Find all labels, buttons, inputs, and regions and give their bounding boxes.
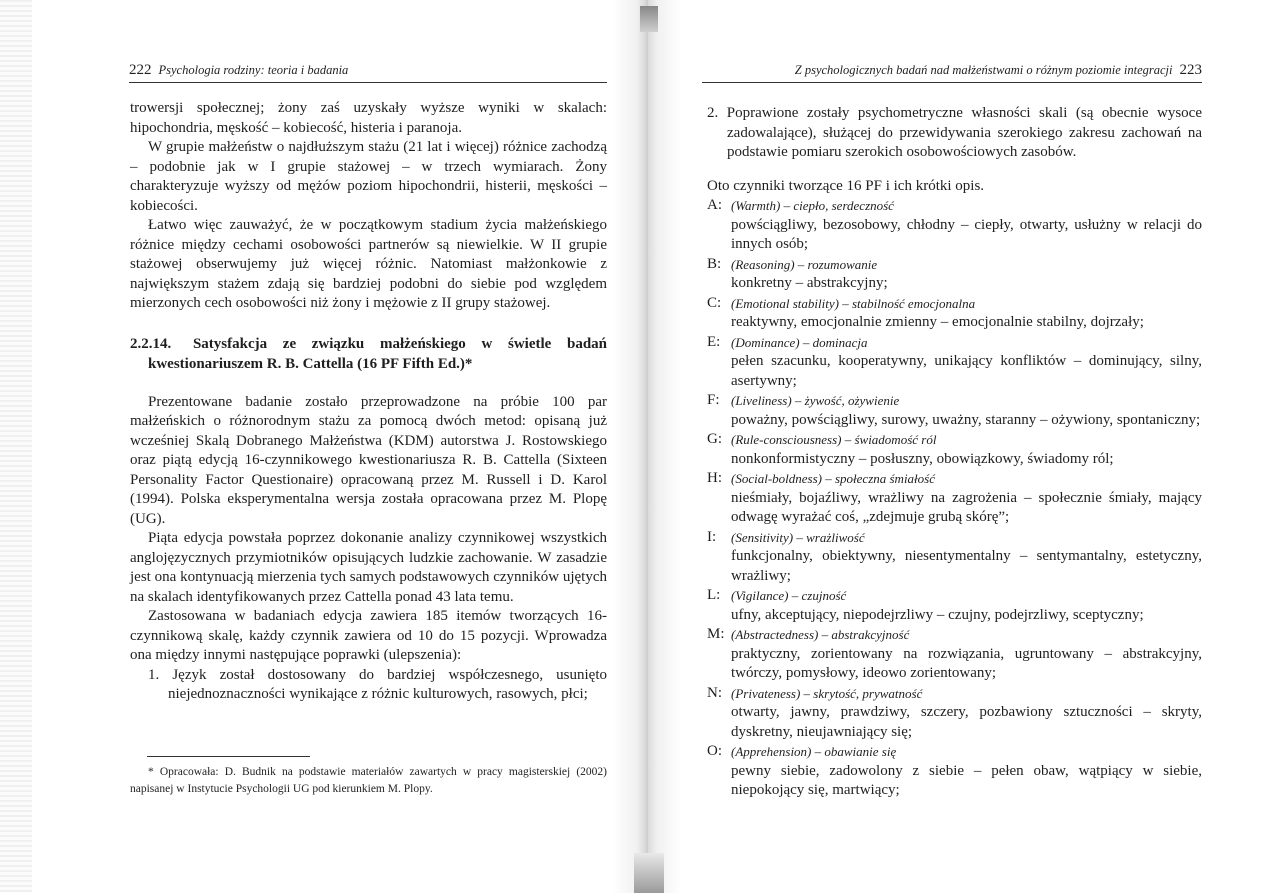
left-running-head <box>129 62 607 79</box>
factor-description: nonkonformistyczny – posłuszny, obowiązkowy, świadomy ról; <box>731 450 1114 467</box>
right-running-head <box>702 62 1202 79</box>
right-running-title: Z psychologicznych badań nad małżeństwami o różnym poziomie integracji <box>794 63 1173 77</box>
factor-name: (Abstractedness) – abstrakcyjność <box>731 627 910 642</box>
factor-item <box>707 528 1202 587</box>
factor-name: (Liveliness) – żywość, ożywienie <box>731 393 900 408</box>
factor-letter: C: <box>707 294 722 311</box>
left-page <box>0 0 612 893</box>
right-body <box>707 104 1202 801</box>
factor-description: nieśmiały, bojaźliwy, wrażliwy na zagrożenia – społecznie śmiały, mający odwagę wyrażać coś, „zdejmuje grubą skórę”; <box>731 489 1202 525</box>
factor-description: praktyczny, zorientowany na rozwiązania, ugruntowany – abstrakcyjny, twórczy, pomysłowy, ideowo zorientowany; <box>731 645 1202 681</box>
paragraph: Prezentowane badanie zostało przeprowadzone na próbie 100 par małżeńskich o różnorodnym stażu za pomocą dwóch metod: opisaną już wcześniej Skalą Dobranego Małżeństwa (KDM) autorstwa J. Rostowskiego oraz piątą edycją 16-czynnikowego kwestionariusza R. B. Cattella (Sixteen Personality Factor Questionaire) opracowaną przez M. Russell i D. Karol (1994). Polska eksperymentalna wersja została opracowana przez M. Plopę (UG). <box>130 393 607 527</box>
left-running-title: Psychologia rodziny: teoria i badania <box>158 63 349 77</box>
factor-name: (Emotional stability) – stabilność emocjonalna <box>731 295 976 311</box>
factor-name: (Privateness) – skrytość, prywatność <box>731 685 923 701</box>
factor-letter: E: <box>707 333 721 350</box>
factor-item <box>707 586 1202 625</box>
section-number: 2.2.14. <box>130 335 172 352</box>
paragraph: trowersji społecznej; żony zaś uzyskały wyższe wyniki w skalach: hipochondria, męskość – kobiecość, histeria i paranoja. <box>130 100 607 136</box>
numbered-item: 1. Język został dostosowany do bardziej współczesnego, usunięto niejednoznaczności wynikające z różnic kulturowych, rasowych, płci; <box>148 666 607 702</box>
factor-item <box>707 333 1202 392</box>
factor-name: (Rule-consciousness) – świadomość ról <box>731 432 937 447</box>
footnote-text: * Opracowała: D. Budnik na podstawie materiałów zawartych w pracy magisterskiej (2002) napisanej w Instytucie Psychologii UG pod kierunkiem M. Plopy. <box>130 766 607 795</box>
numbered-item: 2. Poprawione zostały psychometryczne własności skali (są obecnie wysoce zadowalające), służącej do przewidywania szerokiego zakresu zachowań na podstawie pomiaru szerokich osobowościowych zasobów. <box>707 105 1202 160</box>
right-header-rule <box>702 82 1202 83</box>
factor-item <box>707 391 1202 430</box>
factor-description: poważny, powściągliwy, surowy, uważny, staranny – ożywiony, spontaniczny; <box>731 411 1201 428</box>
factor-letter: F: <box>707 392 720 408</box>
factor-description: pełen szacunku, kooperatywny, unikający konfliktów – dominujący, silny, asertywny; <box>731 353 1202 389</box>
paragraph: W grupie małżeństw o najdłuższym stażu (21 lat i więcej) różnice zachodzą – podobnie jak w I grupie stażowej – w trzech wymiarach. Żony charakteryzuje wyższy od mężów poziom hipochondrii, histerii, męskości – kobiecości. <box>130 139 607 214</box>
factor-item <box>707 430 1202 469</box>
factor-item <box>707 625 1202 684</box>
factor-item <box>707 684 1202 743</box>
book-gutter <box>612 0 682 893</box>
factor-letter: M: <box>707 626 725 642</box>
gutter-shadow-top <box>640 6 658 32</box>
footnote <box>130 764 607 798</box>
paragraph: Łatwo więc zauważyć, że w początkowym stadium życia małżeńskiego różnice między cechami osobowości partnerów są niewielkie. W II grupie stażowej obserwujemy już więcej różnic. Natomiast małżonkowie z największym stażem zdają się bardziej podobni do siebie pod względem mierzonych cech osobowości niż żony i mężowie z II grupy stażowej. <box>130 217 607 311</box>
factor-description: pewny siebie, zadowolony z siebie – pełen obaw, wątpiący w siebie, niepokojący się, martwiący; <box>731 762 1202 798</box>
factor-description: otwarty, jawny, prawdziwy, szczery, pozbawiony sztuczności – skryty, dyskretny, nieujawniający się; <box>731 704 1202 740</box>
paragraph: Zastosowana w badaniach edycja zawiera 185 itemów tworzących 16-czynnikową skalę, każdy czynnik zawiera od 10 do 15 pozycji. Wprowadza ona między innymi następujące poprawki (ulepszenia): <box>130 608 607 663</box>
factor-name: (Vigilance) – czujność <box>731 588 847 603</box>
factor-letter: I: <box>707 528 717 545</box>
factor-letter: L: <box>707 587 721 603</box>
left-body <box>130 99 607 705</box>
factor-letter: H: <box>707 470 722 486</box>
factor-item <box>707 742 1202 801</box>
factor-name: (Sensitivity) – wrażliwość <box>731 529 865 545</box>
factor-item <box>707 255 1202 294</box>
factor-name: (Social-boldness) – społeczna śmiałość <box>731 471 936 486</box>
gutter-shadow-bottom <box>634 853 664 893</box>
factor-letter: A: <box>707 197 722 213</box>
left-page-number: 222 <box>129 62 152 78</box>
factor-name: (Dominance) – dominacja <box>731 334 868 350</box>
factor-item <box>707 196 1202 255</box>
factor-item <box>707 469 1202 528</box>
factor-description: powściągliwy, bezosobowy, chłodny – ciepły, otwarty, usłużny w relacji do innych osób; <box>731 216 1202 252</box>
factor-letter: G: <box>707 431 722 447</box>
factor-letter: N: <box>707 684 722 701</box>
factors-intro: Oto czynniki tworzące 16 PF i ich krótki opis. <box>707 177 985 194</box>
factor-item <box>707 294 1202 333</box>
factor-description: reaktywny, emocjonalnie zmienny – emocjonalnie stabilny, dojrzały; <box>731 314 1144 330</box>
paragraph: Piąta edycja powstała poprzez dokonanie analizy czynnikowej wszystkich anglojęzycznych przymiotników opisujących ludzkie zachowanie. W zasadzie jest ona kontynuacją mierzenia tych samych podstawowych czynników ujętych na skalach identyfikowanych przez Cattella ponad 43 lata temu. <box>130 530 607 605</box>
section-heading <box>130 334 607 374</box>
footnote-rule <box>147 756 310 757</box>
factor-description: konkretny – abstrakcyjny; <box>731 275 888 291</box>
factor-description: ufny, akceptujący, niepodejrzliwy – czujny, podejrzliwy, sceptyczny; <box>731 606 1144 623</box>
factor-description: funkcjonalny, obiektywny, niesentymentalny – sentymantalny, estetyczny, wrażliwy; <box>731 548 1202 584</box>
right-page <box>682 0 1263 893</box>
factor-name: (Reasoning) – rozumowanie <box>731 256 878 272</box>
factor-letter: O: <box>707 743 722 759</box>
right-page-number: 223 <box>1179 62 1202 78</box>
factor-name: (Apprehension) – obawianie się <box>731 744 897 759</box>
factor-name: (Warmth) – ciepło, serdeczność <box>731 198 894 213</box>
left-header-rule <box>129 82 607 83</box>
section-title: Satysfakcja ze związku małżeńskiego w świetle badań kwestionariuszem R. B. Cattella (16 PF Fifth Ed.)* <box>148 335 608 372</box>
factor-letter: B: <box>707 255 722 272</box>
